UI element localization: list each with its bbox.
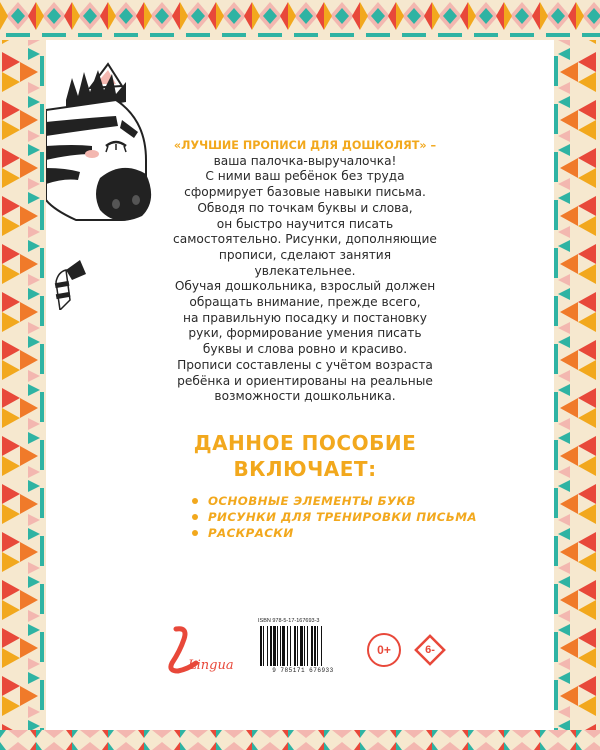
barcode-number: 9 785171 676933: [272, 667, 334, 674]
barcode-bar: [260, 626, 262, 666]
zebra-tail-illustration: [55, 260, 86, 310]
age-rating-circle: 0+: [367, 633, 401, 667]
barcode-bar: [307, 626, 308, 666]
description-line: возможности дошкольника.: [214, 389, 396, 404]
includes-heading: [155, 430, 455, 482]
description-line: руки, формирование умения писать: [188, 326, 422, 341]
description-line: Прописи составлены с учётом возраста: [177, 357, 433, 372]
barcode-bar: [321, 626, 322, 666]
feature-item-coloring: РАСКРАСКИ: [190, 525, 477, 541]
description-line: Обучая дошкольника, взрослый должен: [174, 279, 436, 294]
isbn-block: [258, 618, 348, 678]
book-description: [155, 138, 455, 405]
description-line: буквы и слова ровно и красиво.: [202, 342, 408, 357]
features-list: [190, 493, 477, 541]
barcode-bar: [267, 626, 268, 666]
description-line: на правильную посадку и постановку: [182, 310, 427, 325]
barcode-bar: [294, 626, 296, 666]
isbn-label: ISBN 978-5-17-167693-3: [258, 618, 320, 624]
description-highlight: «ЛУЧШИЕ ПРОПИСИ ДЛЯ ДОШКОЛЯТ» –: [173, 139, 437, 152]
description-line: обращать внимание, прежде всего,: [189, 295, 421, 310]
includes-heading-line1: ДАННОЕ ПОСОБИЕ: [193, 431, 417, 455]
barcode-bar: [263, 626, 264, 666]
barcode-bar: [314, 626, 316, 666]
zebra-illustration: [46, 60, 161, 310]
age-rating-diamond-label: 6-: [425, 644, 435, 656]
barcode-bar: [317, 626, 318, 666]
barcode-bar: [300, 626, 303, 666]
description-line: ребёнка и ориентированы на реальные: [177, 373, 433, 388]
description-line: самостоятельно. Рисунки, дополняющие: [173, 232, 437, 247]
feature-item-writing-drawings: РИСУНКИ ДЛЯ ТРЕНИРОВКИ ПИСЬМА: [190, 509, 477, 525]
description-line: сформирует базовые навыки письма.: [184, 185, 426, 200]
description-line: ваша палочка-выручалочка!: [213, 153, 397, 168]
barcode-bar: [270, 626, 272, 666]
barcode-bar: [277, 626, 278, 666]
logo-text: Lingua: [188, 658, 234, 673]
description-line: С ними ваш ребёнок без труда: [205, 169, 405, 184]
barcode-bar: [280, 626, 281, 666]
barcode-bar: [290, 626, 291, 666]
feature-item-letter-elements: ОСНОВНЫЕ ЭЛЕМЕНТЫ БУКВ: [190, 493, 477, 509]
description-line: он быстро научится писать: [216, 216, 394, 231]
lingua-logo: [158, 625, 238, 680]
barcode-bar: [297, 626, 298, 666]
barcode-bar: [273, 626, 276, 666]
includes-heading-line2: ВКЛЮЧАЕТ:: [233, 457, 377, 481]
barcode-bar: [282, 626, 285, 666]
barcode: [258, 626, 348, 666]
barcode-bar: [304, 626, 305, 666]
description-line: Обводя по точкам буквы и слова,: [197, 200, 413, 215]
barcode-bar: [287, 626, 288, 666]
description-line: прописи, сделают занятия: [218, 247, 392, 262]
description-line: увлекательнее.: [254, 263, 356, 278]
barcode-bar: [311, 626, 313, 666]
